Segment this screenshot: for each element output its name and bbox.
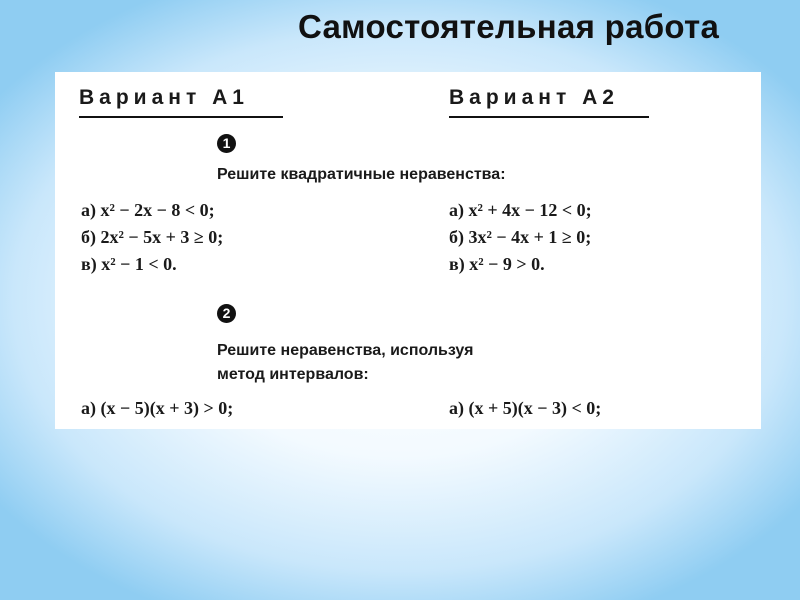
task-2-a2-item-a (449, 398, 601, 419)
task-1-a2-item-c (449, 254, 545, 275)
task-1-a2-item-a (449, 200, 592, 221)
task-2-text-line-1: Решите неравенства, используя (217, 342, 474, 359)
item-label: б) (449, 227, 464, 247)
task-1-a2-item-b (449, 227, 591, 248)
item-expression: x² + 4x − 12 < 0; (468, 200, 592, 220)
item-label: а) (449, 398, 464, 418)
task-2-a1-item-a (81, 398, 233, 419)
task-1-text: Решите квадратичные неравенства: (217, 166, 506, 183)
item-label: а) (449, 200, 464, 220)
item-label: а) (81, 398, 96, 418)
task-2-number-badge: 2 (217, 304, 236, 323)
item-label: а) (81, 200, 96, 220)
variant-a1-underline (79, 116, 283, 118)
item-label: б) (81, 227, 96, 247)
variant-a2-heading: Вариант А2 (449, 86, 619, 109)
task-1-a1-item-b (81, 227, 223, 248)
task-1-number-badge: 1 (217, 134, 236, 153)
task-1-a1-item-c (81, 254, 177, 275)
task-1-a1-item-a (81, 200, 215, 221)
item-expression: x² − 9 > 0. (469, 254, 545, 274)
item-expression: 3x² − 4x + 1 ≥ 0; (468, 227, 592, 247)
variant-a1-heading: Вариант А1 (79, 86, 249, 109)
worksheet (55, 72, 761, 429)
item-label: в) (81, 254, 97, 274)
variant-a2-underline (449, 116, 649, 118)
item-expression: x² − 1 < 0. (101, 254, 177, 274)
task-2-text-line-2: метод интервалов: (217, 366, 369, 383)
slide-title: Самостоятельная работа (298, 8, 720, 45)
item-expression: (x − 5)(x + 3) > 0; (100, 398, 234, 418)
item-expression: x² − 2x − 8 < 0; (100, 200, 215, 220)
item-expression: (x + 5)(x − 3) < 0; (468, 398, 602, 418)
item-label: в) (449, 254, 465, 274)
item-expression: 2x² − 5x + 3 ≥ 0; (100, 227, 224, 247)
